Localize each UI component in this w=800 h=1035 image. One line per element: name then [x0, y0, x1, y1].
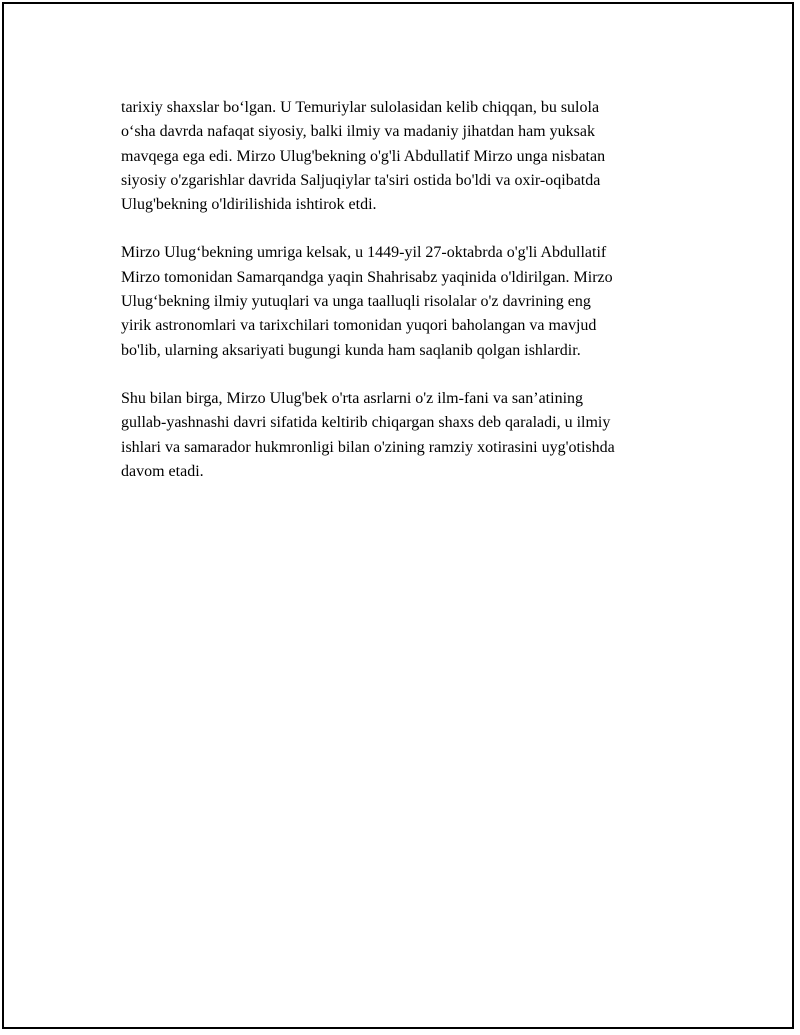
text-line: Mirzo tomonidan Samarqandga yaqin Shahrisabz yaqinida o'ldirilgan. Mirzo: [121, 268, 613, 286]
text-line: Ulug‘bekning ilmiy yutuqlari va unga taalluqli risolalar o'z davrining eng: [121, 293, 591, 311]
text-line: bo'lib, ularning aksariyati bugungi kunda ham saqlanib qolgan ishlardir.: [121, 341, 581, 359]
text-line: ishlari va samarador hukmronligi bilan o'zining ramziy xotirasini uyg'otishda: [121, 438, 615, 456]
paragraph-1: [121, 96, 701, 217]
text-line: gullab-yashnashi davri sifatida keltirib chiqargan shaxs deb qaraladi, u ilmiy: [121, 414, 611, 432]
text-line: Mirzo Ulug‘bekning umriga kelsak, u 1449-yil 27-oktabrda o'g'li Abdullatif: [121, 244, 607, 262]
text-line: siyosiy o'zgarishlar davrida Saljuqiylar ta'siri ostida bo'ldi va oxir-oqibatda: [121, 171, 601, 189]
text-line: Ulug'bekning o'ldirilishida ishtirok etdi.: [121, 196, 377, 214]
text-line: yirik astronomlari va tarixchilari tomonidan yuqori baholangan va mavjud: [121, 317, 597, 335]
document-body: [121, 96, 701, 508]
paragraph-2: [121, 241, 701, 362]
document-page: [2, 2, 794, 1029]
text-line: Shu bilan birga, Mirzo Ulug'bek o'rta asrlarni o'z ilm-fani va san’atining: [121, 389, 584, 407]
text-line: davom etadi.: [121, 462, 204, 480]
paragraph-3: [121, 387, 701, 484]
text-line: o‘sha davrda nafaqat siyosiy, balki ilmiy va madaniy jihatdan ham yuksak: [121, 123, 595, 141]
text-line: mavqega ega edi. Mirzo Ulug'bekning o'g'li Abdullatif Mirzo unga nisbatan: [121, 147, 606, 165]
text-line: tarixiy shaxslar bo‘lgan. U Temuriylar sulolasidan kelib chiqqan, bu sulola: [121, 99, 600, 116]
